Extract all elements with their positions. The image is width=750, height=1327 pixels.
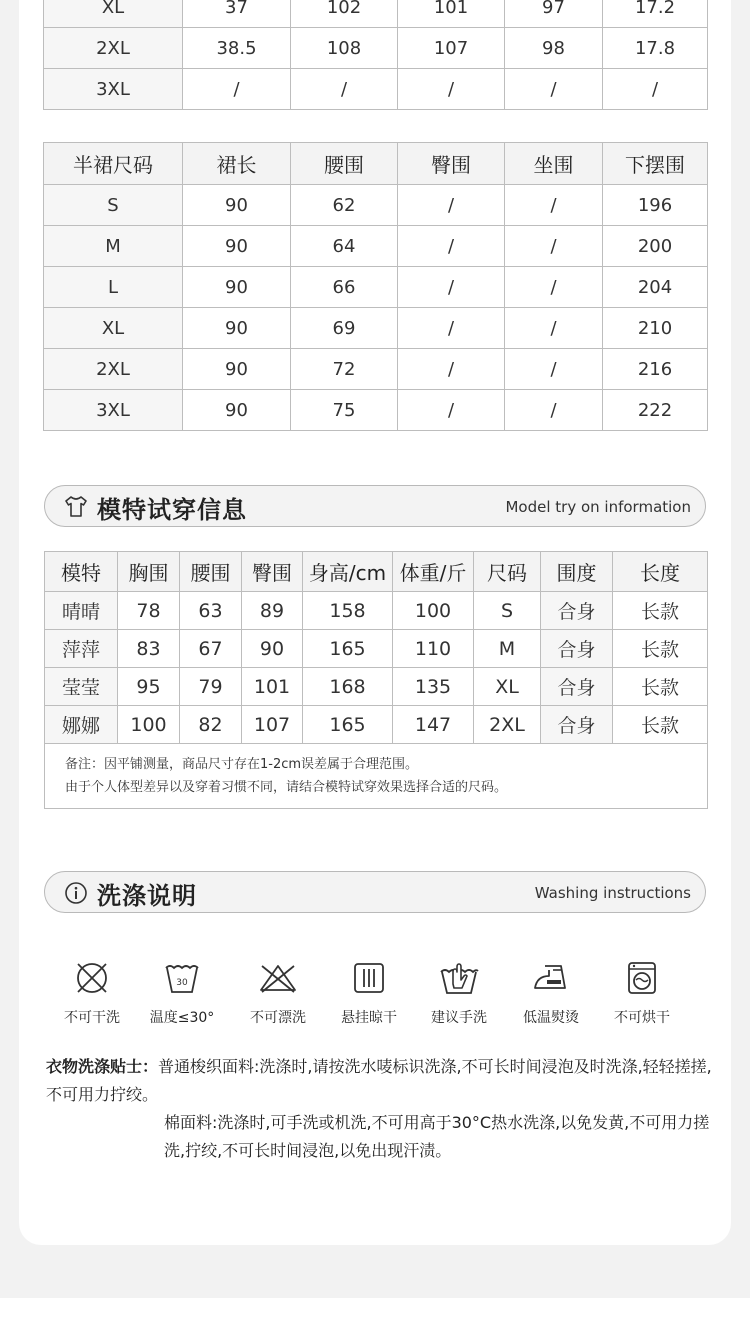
table-row <box>44 390 708 431</box>
table-cell: 69 <box>291 308 398 349</box>
column-header: 臀围 <box>398 143 505 185</box>
wash-label: 悬挂晾干 <box>341 1010 397 1026</box>
table-cell: 2XL <box>474 706 541 744</box>
table-cell: 101 <box>242 668 303 706</box>
note-line: 备注：因平铺测量，商品尺寸存在1-2cm误差属于合理范围。 <box>65 757 419 772</box>
column-header: 尺码 <box>474 552 541 592</box>
table-cell: 合身 <box>541 706 613 744</box>
shirt-icon <box>63 494 89 520</box>
table-row <box>44 226 708 267</box>
table-row <box>45 668 708 706</box>
table-cell: / <box>505 185 603 226</box>
table-cell: 90 <box>183 185 291 226</box>
table-cell: 合身 <box>541 668 613 706</box>
table-cell: 长款 <box>613 668 708 706</box>
table-cell: 2XL <box>44 28 183 69</box>
section-subtitle: Washing instructions <box>534 884 691 902</box>
wash-label: 不可烘干 <box>614 1010 670 1026</box>
table-row <box>45 706 708 744</box>
wash-temp-text: 30 <box>176 978 188 988</box>
table-cell: 3XL <box>44 69 183 110</box>
column-header: 胸围 <box>118 552 180 592</box>
table-cell: 89 <box>242 592 303 630</box>
table-cell: 长款 <box>613 592 708 630</box>
table-cell: 204 <box>603 267 708 308</box>
table-cell: / <box>398 226 505 267</box>
table-cell: 63 <box>180 592 242 630</box>
table-cell: 95 <box>118 668 180 706</box>
table-cell: 110 <box>393 630 474 668</box>
table-cell: / <box>398 69 505 110</box>
section-title: 模特试穿信息 <box>97 496 247 524</box>
table-cell: 165 <box>303 630 393 668</box>
table-cell: XL <box>44 308 183 349</box>
table-row <box>44 267 708 308</box>
table-cell: / <box>183 69 291 110</box>
table-cell: / <box>398 390 505 431</box>
table-row <box>44 308 708 349</box>
table-cell: 108 <box>291 28 398 69</box>
table-cell: 长款 <box>613 706 708 744</box>
note-line: 由于个人体型差异以及穿着习惯不同，请结合模特试穿效果选择合适的尺码。 <box>65 780 508 795</box>
table-cell: 合身 <box>541 630 613 668</box>
column-header: 腰围 <box>291 143 398 185</box>
table-cell: 79 <box>180 668 242 706</box>
column-header: 长度 <box>613 552 708 592</box>
wash-item <box>233 958 323 1027</box>
table-cell: 90 <box>183 267 291 308</box>
table-cell: 莹莹 <box>45 668 118 706</box>
table-row <box>44 185 708 226</box>
table-cell: 158 <box>303 592 393 630</box>
table-cell: 98 <box>505 28 603 69</box>
table-cell: 66 <box>291 267 398 308</box>
care-paragraph <box>46 1053 726 1109</box>
table-cell: 3XL <box>44 390 183 431</box>
wash-label: 低温熨烫 <box>523 1010 579 1026</box>
table-cell: / <box>291 69 398 110</box>
table-cell: 90 <box>183 226 291 267</box>
wash-label: 温度≤30° <box>149 1010 215 1026</box>
table-row <box>45 630 708 668</box>
table-cell: 长款 <box>613 630 708 668</box>
care-text: 普通梭织面料:洗涤时,请按洗水唛标识洗涤,不可长时间浸泡及时洗涤,轻轻搓搓,不可用力拧绞。 <box>46 1057 712 1104</box>
table-cell: / <box>505 69 603 110</box>
table-cell: 72 <box>291 349 398 390</box>
table-cell: / <box>398 308 505 349</box>
table-cell: 210 <box>603 308 708 349</box>
table-cell: 萍萍 <box>45 630 118 668</box>
section-title: 洗涤说明 <box>97 882 197 910</box>
table-cell: 晴晴 <box>45 592 118 630</box>
bottom-band <box>0 1298 750 1327</box>
column-header: 半裙尺码 <box>44 143 183 185</box>
care-paragraph: 棉面料:洗涤时,可手洗或机洗,不可用高于30°C热水洗涤,以免发黄,不可用力搓洗,拧绞,不可长时间浸泡,以免出现汗渍。 <box>164 1113 710 1160</box>
section-subtitle: Model try on information <box>505 498 691 516</box>
wash-label: 不可干洗 <box>64 1010 120 1026</box>
table-cell: 78 <box>118 592 180 630</box>
table-row <box>44 349 708 390</box>
wash-item <box>506 958 596 1027</box>
table-cell: 娜娜 <box>45 706 118 744</box>
column-header: 下摆围 <box>603 143 708 185</box>
table-row <box>44 69 708 110</box>
table-cell: 102 <box>291 0 398 28</box>
wash-label: 建议手洗 <box>431 1010 487 1026</box>
wash-item <box>324 958 414 1027</box>
table-cell: 101 <box>398 0 505 28</box>
table-cell: 165 <box>303 706 393 744</box>
info-icon <box>63 880 89 906</box>
table-header-row <box>45 552 708 592</box>
table-cell: / <box>505 267 603 308</box>
low-iron-icon <box>531 958 571 998</box>
wash-item <box>137 958 227 1027</box>
wash-item <box>47 958 137 1027</box>
wash-30-icon <box>162 958 202 998</box>
table-cell: 222 <box>603 390 708 431</box>
wash-label: 不可漂洗 <box>250 1010 306 1026</box>
table-cell: / <box>505 390 603 431</box>
table-cell: 37 <box>183 0 291 28</box>
table-cell: 2XL <box>44 349 183 390</box>
column-header: 模特 <box>45 552 118 592</box>
column-header: 围度 <box>541 552 613 592</box>
table-row <box>45 592 708 630</box>
table-cell: 100 <box>118 706 180 744</box>
table-cell: 107 <box>398 28 505 69</box>
table-note-row <box>45 744 708 809</box>
column-header: 坐围 <box>505 143 603 185</box>
table-cell: 38.5 <box>183 28 291 69</box>
hand-wash-icon <box>437 958 481 998</box>
column-header: 体重/斤 <box>393 552 474 592</box>
table-cell: 100 <box>393 592 474 630</box>
model-info-banner <box>44 485 706 527</box>
table-cell: / <box>398 267 505 308</box>
table-cell: 67 <box>180 630 242 668</box>
table-cell: 90 <box>183 308 291 349</box>
care-lead: 衣物洗涤贴士： <box>46 1057 159 1076</box>
wash-info-banner <box>44 871 706 913</box>
table-row <box>44 0 708 28</box>
table-cell: S <box>44 185 183 226</box>
no-tumble-dry-icon <box>622 958 662 998</box>
column-header: 裙长 <box>183 143 291 185</box>
table-cell: 107 <box>242 706 303 744</box>
table-cell: 75 <box>291 390 398 431</box>
wash-item <box>414 958 504 1027</box>
table-cell: 90 <box>242 630 303 668</box>
table-cell: / <box>505 349 603 390</box>
table-cell: / <box>505 308 603 349</box>
table-cell: S <box>474 592 541 630</box>
table-cell: M <box>474 630 541 668</box>
table-cell: / <box>398 349 505 390</box>
table-cell: 97 <box>505 0 603 28</box>
size-table-top <box>43 0 708 110</box>
table-cell: 17.2 <box>603 0 708 28</box>
table-cell: L <box>44 267 183 308</box>
table-cell: 64 <box>291 226 398 267</box>
table-cell: 196 <box>603 185 708 226</box>
table-header-row <box>44 143 708 185</box>
table-cell: 82 <box>180 706 242 744</box>
table-row <box>44 28 708 69</box>
skirt-size-table <box>43 142 708 431</box>
model-table <box>44 551 708 809</box>
no-bleach-icon <box>258 958 298 998</box>
no-dry-clean-icon <box>72 958 112 998</box>
wash-icons-row <box>0 958 750 1028</box>
table-cell: 90 <box>183 349 291 390</box>
column-header: 臀围 <box>242 552 303 592</box>
table-cell: 168 <box>303 668 393 706</box>
table-cell: 合身 <box>541 592 613 630</box>
table-cell: 62 <box>291 185 398 226</box>
table-cell: / <box>398 185 505 226</box>
table-cell: 200 <box>603 226 708 267</box>
table-cell: / <box>505 226 603 267</box>
column-header: 腰围 <box>180 552 242 592</box>
table-cell: 90 <box>183 390 291 431</box>
table-cell: 147 <box>393 706 474 744</box>
table-cell: 83 <box>118 630 180 668</box>
table-cell: / <box>603 69 708 110</box>
wash-item <box>597 958 687 1027</box>
table-cell: 216 <box>603 349 708 390</box>
column-header: 身高/cm <box>303 552 393 592</box>
table-cell: XL <box>44 0 183 28</box>
table-cell: 17.8 <box>603 28 708 69</box>
table-cell: M <box>44 226 183 267</box>
fit-note <box>45 744 708 809</box>
care-tips <box>46 1053 726 1165</box>
table-cell: 135 <box>393 668 474 706</box>
hang-dry-icon <box>349 958 389 998</box>
table-cell: XL <box>474 668 541 706</box>
